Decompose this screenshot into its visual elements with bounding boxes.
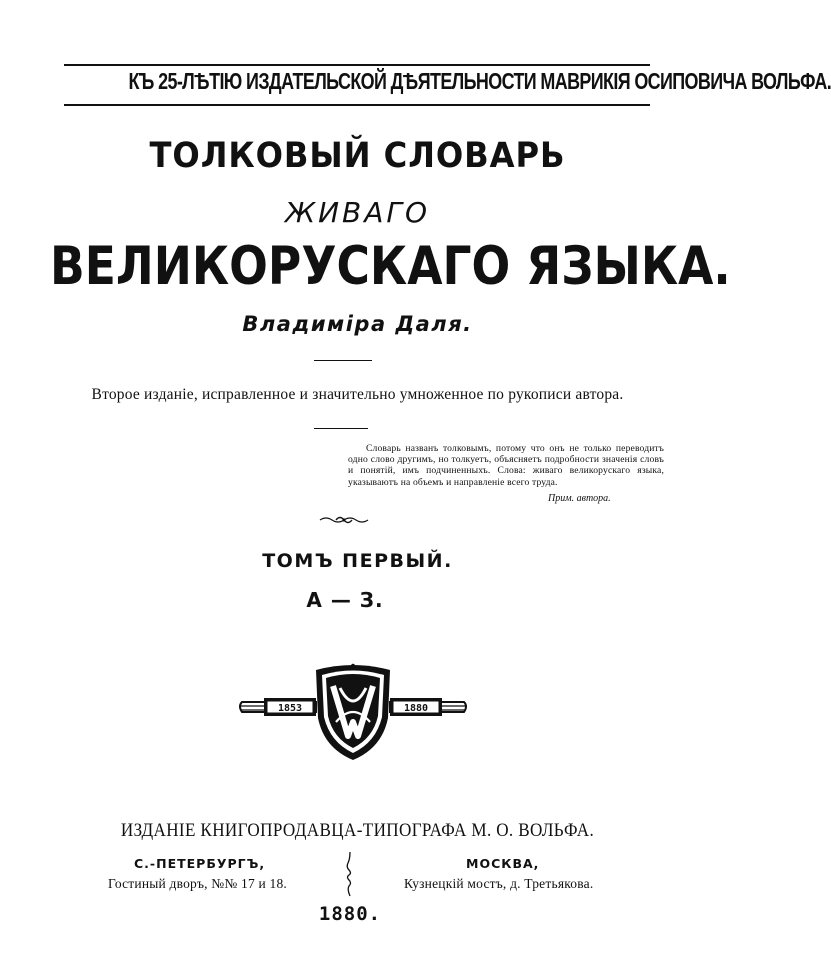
dedication-bottom-rule: [64, 104, 650, 106]
dedication-top-rule: [64, 64, 650, 66]
letter-range: А — З.: [306, 588, 384, 612]
author-note-text: Словарь названъ толковымъ, потому что онъ не только переводитъ одно слово другимъ, но толкуетъ, объясняетъ подробности значенія словъ и понятій, имъ подчиненныхъ. Слова: живаго великорускаго языка, указываютъ на объемъ и направленіе всего труда.: [348, 443, 664, 488]
address-st-petersburg: Гостиный дворъ, №№ 17 и 18.: [108, 876, 287, 891]
dedication-line: КЪ 25-ЛѢТІЮ ИЗДАТЕЛЬСКОЙ ДѢЯТЕЛЬНОСТИ МАВРИКІЯ ОСИПОВИЧА ВОЛЬФА.: [128, 68, 831, 94]
divider-rule: [314, 360, 372, 361]
flourish-ornament-icon: [318, 513, 370, 527]
author-note-signature: Прим. автора.: [548, 493, 611, 504]
edition-statement: Второе изданіе, исправленное и значительно умноженное по рукописи автора.: [91, 386, 624, 403]
title-line-3: ВЕЛИКОРУСКАГО ЯЗЫКА.: [50, 236, 731, 297]
publisher-line: ИЗДАНІЕ КНИГОПРОДАВЦА-ТИПОГРАФА М. О. ВОЛЬФА.: [120, 820, 595, 841]
volume-title: ТОМЪ ПЕРВЫЙ.: [262, 550, 453, 572]
publication-year: 1880.: [318, 903, 382, 925]
title-line-2: ЖИВАГО: [284, 196, 431, 229]
divider-rule: [314, 428, 368, 429]
title-line-1: ТОЛКОВЫЙ СЛОВАРЬ: [149, 136, 566, 176]
city-st-petersburg: С.-ПЕТЕРБУРГЪ,: [134, 856, 266, 871]
wolf-monogram-emblem-icon: [236, 662, 470, 762]
city-moscow: МОСКВА,: [466, 856, 540, 871]
brace-divider-icon: [343, 851, 357, 897]
emblem-year-left: 1853: [277, 703, 303, 714]
address-moscow: Кузнецкій мостъ, д. Третьякова.: [404, 876, 594, 891]
author-note: [348, 443, 664, 488]
emblem-year-right: 1880: [403, 703, 429, 714]
author-name: Владиміра Даля.: [242, 312, 473, 336]
